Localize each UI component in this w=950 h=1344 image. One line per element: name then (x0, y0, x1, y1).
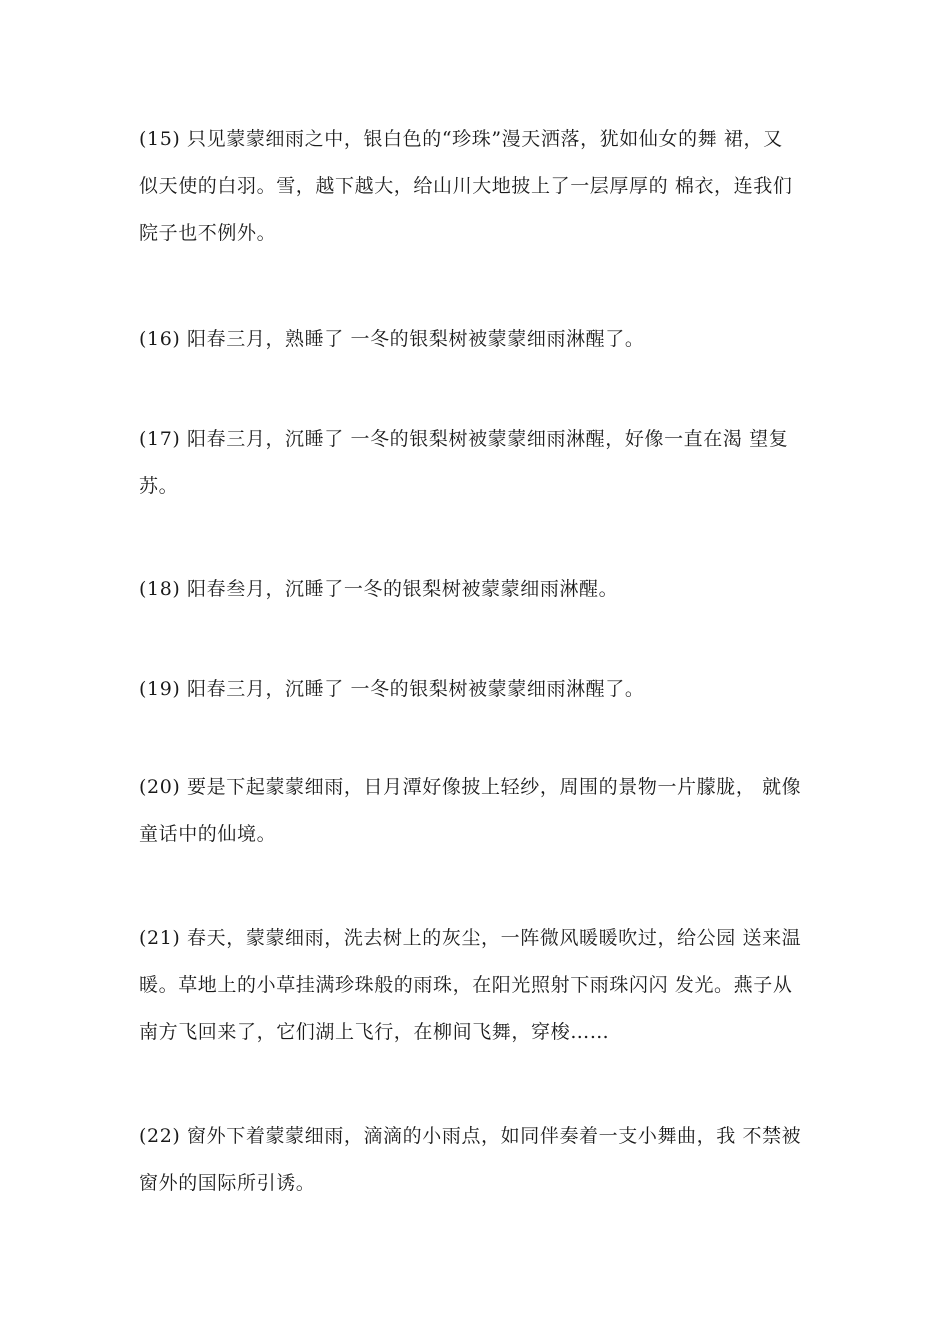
paragraph-22 (139, 1113, 829, 1207)
paragraph-15 (139, 116, 829, 257)
paragraph-line: (19) 阳春三月，沉睡了 一冬的银梨树被蒙蒙细雨淋醒了。 (139, 678, 645, 700)
paragraph-17 (139, 416, 829, 510)
paragraph-line: 窗外的国际所引诱。 (139, 1172, 316, 1194)
paragraph-line: (20) 要是下起蒙蒙细雨，日月潭好像披上轻纱，周围的景物一片朦胧， 就像 (139, 776, 802, 798)
paragraph-16 (139, 316, 829, 363)
paragraph-line: 院子也不例外。 (139, 222, 277, 244)
paragraph-18 (139, 566, 829, 613)
paragraph-19 (139, 666, 829, 713)
paragraph-line: (22) 窗外下着蒙蒙细雨，滴滴的小雨点，如同伴奏着一支小舞曲，我 不禁被 (139, 1125, 802, 1147)
paragraph-line: (15) 只见蒙蒙细雨之中，银白色的“珍珠”漫天洒落，犹如仙女的舞 裙，又 (139, 128, 783, 150)
paragraph-line: (16) 阳春三月，熟睡了 一冬的银梨树被蒙蒙细雨淋醒了。 (139, 328, 645, 350)
paragraph-line: (21) 春天，蒙蒙细雨，洗去树上的灰尘，一阵微风暖暖吹过，给公园 送来温 (139, 927, 802, 949)
paragraph-line: 苏。 (139, 475, 179, 497)
paragraph-line: (17) 阳春三月，沉睡了 一冬的银梨树被蒙蒙细雨淋醒，好像一直在渴 望复 (139, 428, 789, 450)
paragraph-line: (18) 阳春叁月，沉睡了一冬的银梨树被蒙蒙细雨淋醒。 (139, 578, 619, 600)
paragraph-line: 南方飞回来了，它们湖上飞行，在柳间飞舞，穿梭…… (139, 1021, 610, 1043)
paragraph-21 (139, 915, 829, 1056)
paragraph-line: 暖。草地上的小草挂满珍珠般的雨珠，在阳光照射下雨珠闪闪 发光。燕子从 (139, 974, 793, 996)
paragraph-20 (139, 764, 829, 858)
paragraph-line: 童话中的仙境。 (139, 823, 277, 845)
paragraph-line: 似天使的白羽。雪，越下越大，给山川大地披上了一层厚厚的 棉衣，连我们 (139, 175, 793, 197)
